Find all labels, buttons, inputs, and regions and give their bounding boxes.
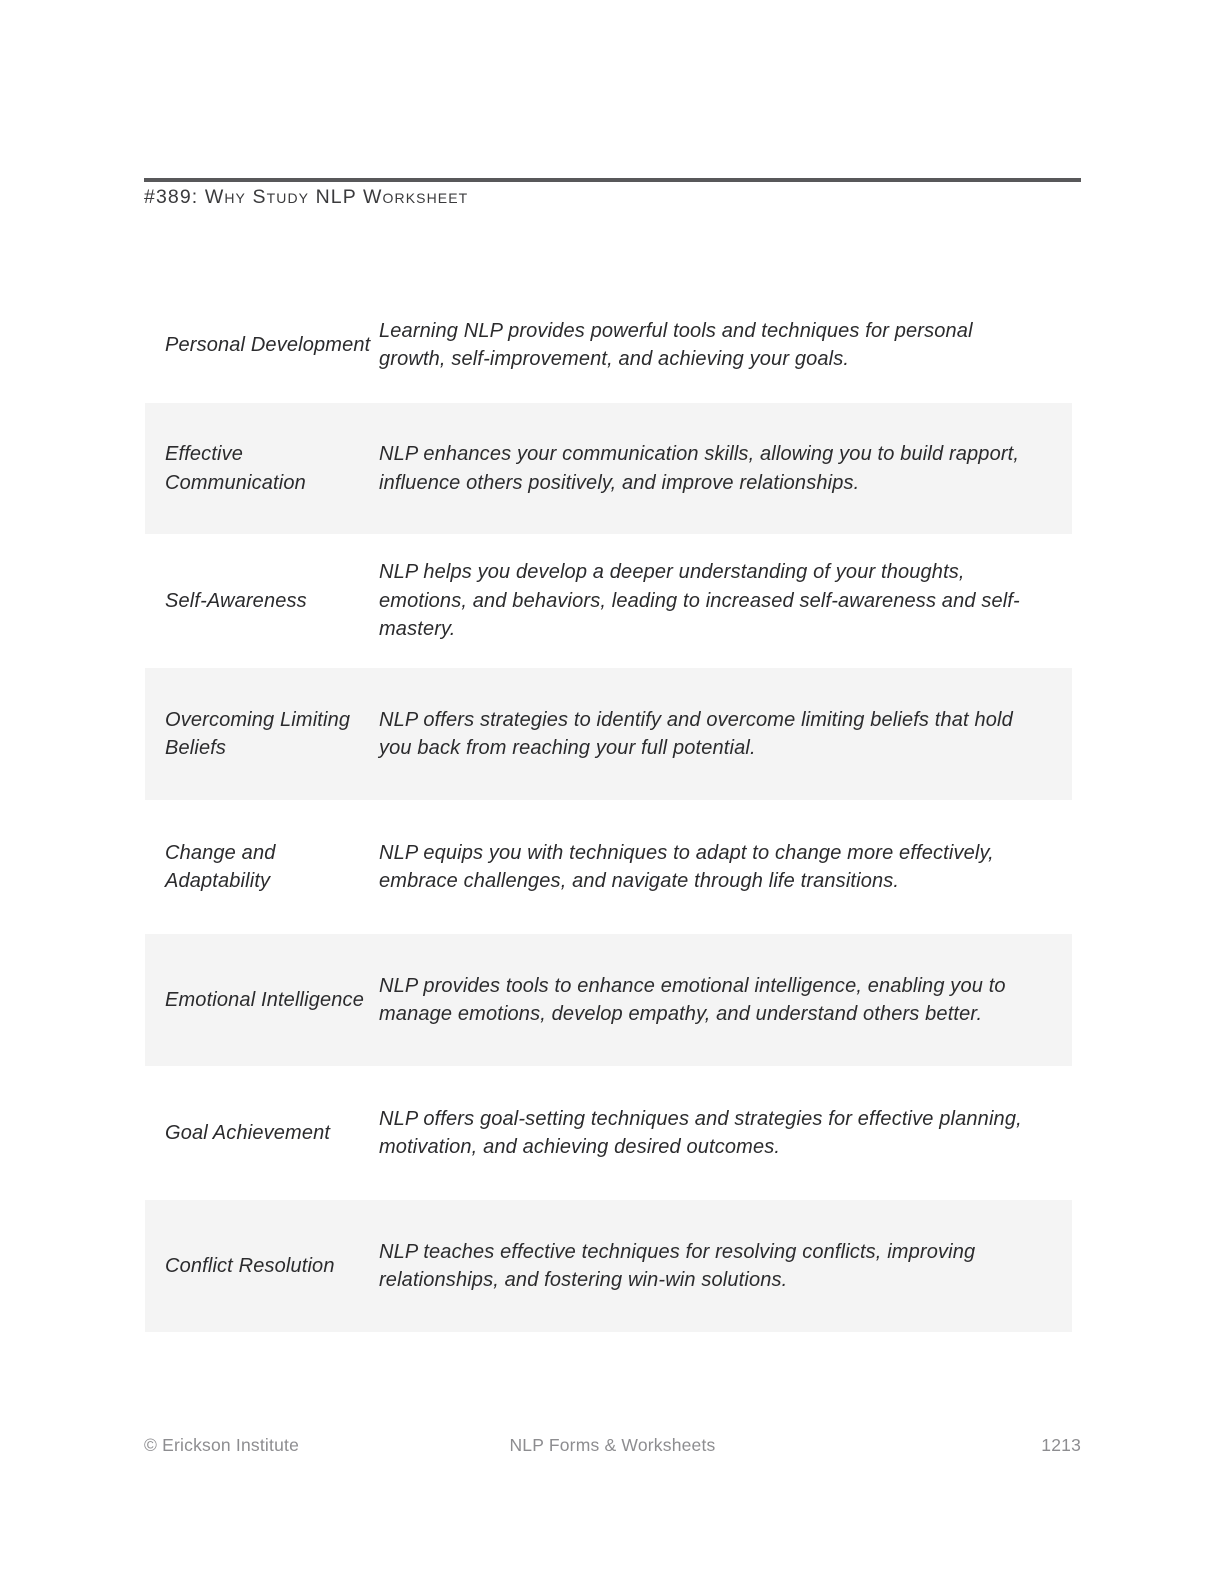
row-label: Personal Development bbox=[165, 333, 371, 356]
why-study-nlp-table bbox=[145, 287, 1072, 1332]
table-row bbox=[145, 403, 1072, 534]
row-label: Overcoming Limiting Beliefs bbox=[165, 708, 351, 759]
row-label: Goal Achievement bbox=[165, 1121, 331, 1144]
table-row bbox=[145, 668, 1072, 800]
row-label: Change and Adaptability bbox=[165, 841, 276, 892]
footer-page-number: 1213 bbox=[1041, 1435, 1081, 1455]
table-row bbox=[145, 1066, 1072, 1200]
row-label: Conflict Resolution bbox=[165, 1254, 335, 1277]
table-row bbox=[145, 1200, 1072, 1332]
row-description: NLP equips you with techniques to adapt to change more effectively, embrace challenges, and navigate through life transitions. bbox=[379, 841, 994, 892]
table-row bbox=[145, 800, 1072, 934]
row-description: NLP teaches effective techniques for resolving conflicts, improving relationships, and fostering win-win solutions. bbox=[379, 1240, 976, 1291]
page-title: #389: Why Study NLP Worksheet bbox=[144, 186, 469, 208]
page-footer bbox=[144, 1435, 1081, 1461]
row-description: NLP offers strategies to identify and overcome limiting beliefs that hold you back from reaching your full potential. bbox=[379, 708, 1013, 759]
row-label: Effective Communication bbox=[165, 443, 306, 494]
table-row bbox=[145, 934, 1072, 1066]
table-row bbox=[145, 287, 1072, 403]
footer-copyright: © Erickson Institute bbox=[144, 1435, 300, 1455]
header-divider-rule bbox=[144, 178, 1081, 182]
row-description: NLP enhances your communication skills, allowing you to build rapport, influence others positively, and improve relationships. bbox=[379, 443, 1020, 494]
row-description: NLP helps you develop a deeper understanding of your thoughts, emotions, and behaviors, leading to increased self-awareness and self-mastery. bbox=[379, 561, 1020, 641]
row-description: Learning NLP provides powerful tools and techniques for personal growth, self-improvement, and achieving your goals. bbox=[379, 319, 973, 370]
row-label: Self-Awareness bbox=[165, 589, 307, 612]
row-description: NLP offers goal-setting techniques and strategies for effective planning, motivation, and achieving desired outcomes. bbox=[379, 1107, 1022, 1158]
row-description: NLP provides tools to enhance emotional intelligence, enabling you to manage emotions, develop empathy, and understand others better. bbox=[379, 974, 1006, 1025]
footer-section-title: NLP Forms & Worksheets bbox=[509, 1435, 716, 1455]
row-label: Emotional Intelligence bbox=[165, 988, 364, 1011]
table-row bbox=[145, 534, 1072, 668]
